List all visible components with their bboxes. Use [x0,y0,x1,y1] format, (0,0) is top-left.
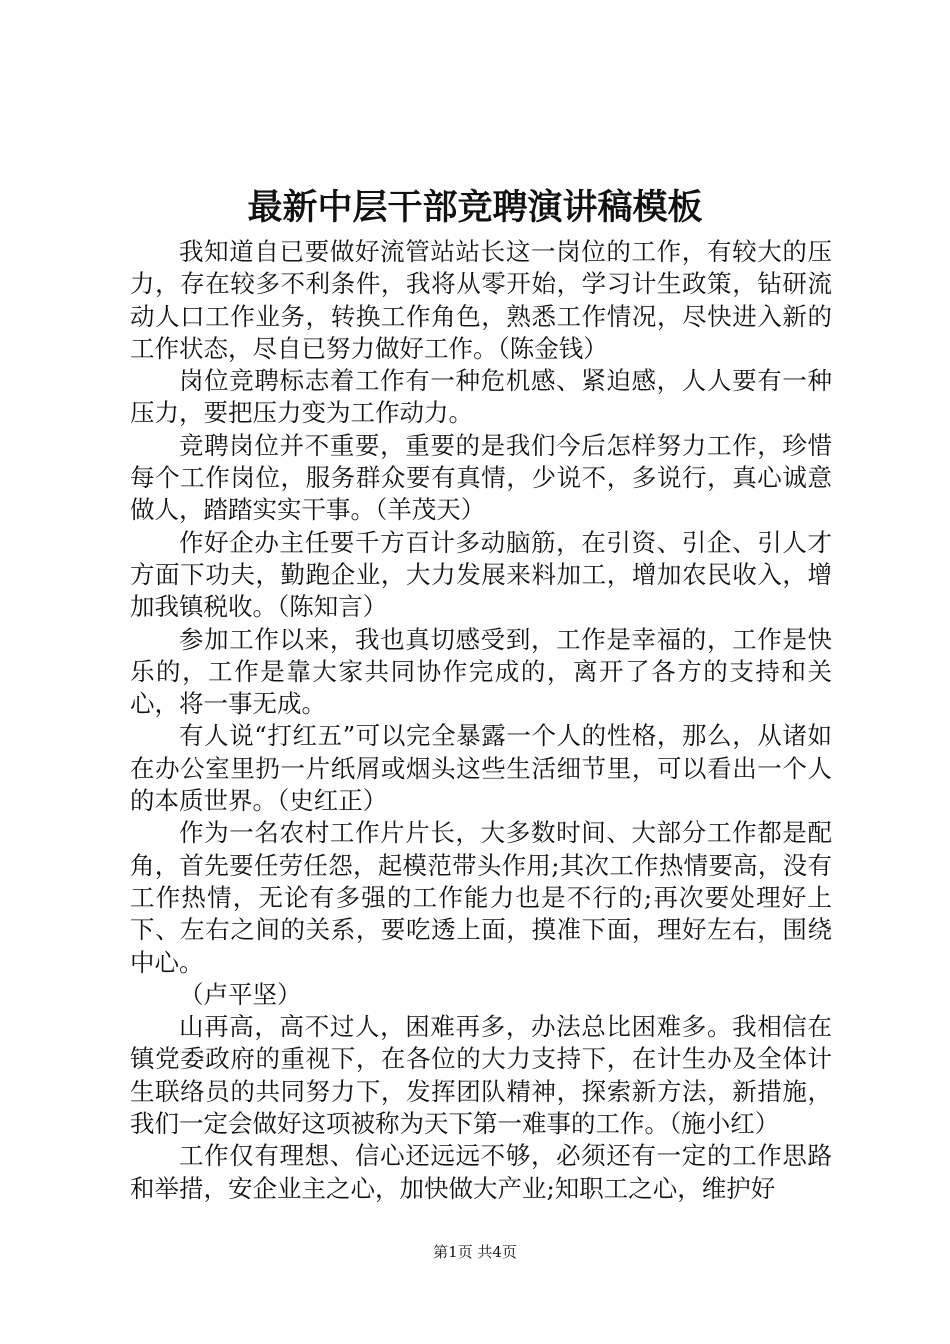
paragraph: 有人说“打红五”可以完全暴露一个人的性格，那么，从诸如在办公室里扔一片纸屑或烟头这些生活细节里，可以看出一个人的本质世界。（史红正） [130,721,832,816]
paragraph: 工作仅有理想、信心还远远不够，必须还有一定的工作思路和举措，安企业主之心，加快做大产业;知职工之心，维护好 [130,1141,832,1203]
paragraph: 山再高，高不过人，困难再多，办法总比困难多。我相信在镇党委政府的重视下，在各位的大力支持下，在计生办及全体计生联络员的共同努力下，发挥团队精神，探索新方法，新措施，我们一定会做好这项被称为天下第一难事的工作。（施小红） [130,1012,832,1139]
paragraph-attribution: （卢平坚） [179,979,302,1009]
document-body [130,236,832,1205]
paragraph: 我知道自已要做好流管站站长这一岗位的工作，有较大的压力，存在较多不利条件，我将从零开始，学习计生政策，钻研流动人口工作业务，转换工作角色，熟悉工作情况，尽快进入新的工作状态，尽自已努力做好工作。（陈金钱） [130,237,832,363]
paragraph: 作为一名农村工作片片长，大多数时间、大部分工作都是配角，首先要任劳任怨，起模范带头作用;其次工作热情要高，没有工作热情，无论有多强的工作能力也是不行的;再次要处理好上下、左右之间的关系，要吃透上面，摸准下面，理好左右，围绕中心。 [130,818,832,977]
paragraph: 参加工作以来，我也真切感受到，工作是幸福的，工作是快乐的，工作是靠大家共同协作完成的，离开了各方的支持和关心，将一事无成。 [130,624,832,719]
paragraph: 竞聘岗位并不重要，重要的是我们今后怎样努力工作，珍惜每个工作岗位，服务群众要有真情，少说不，多说行，真心诚意做人，踏踏实实干事。（羊茂天） [130,430,832,525]
document-title: 最新中层干部竞聘演讲稿模板 [247,187,703,228]
page-number-footer: 第1页 共4页 [433,1243,517,1261]
paragraph: 作好企办主任要千方百计多动脑筋，在引资、引企、引人才方面下功夫，勤跑企业，大力发展来料加工，增加农民收入，增加我镇税收。（陈知言） [130,527,832,622]
paragraph: 岗位竞聘标志着工作有一种危机感、紧迫感，人人要有一种压力，要把压力变为工作动力。 [130,366,832,428]
